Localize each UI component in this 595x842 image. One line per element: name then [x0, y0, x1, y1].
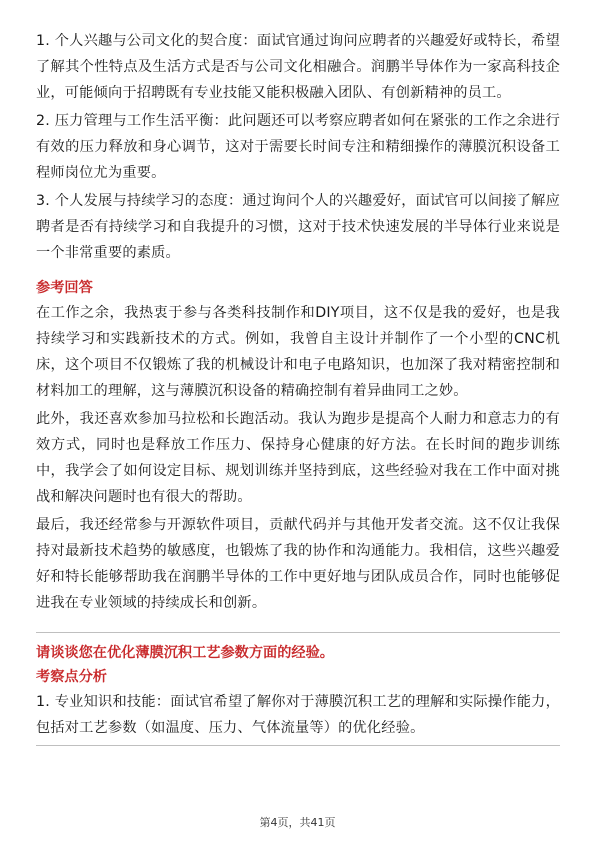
document-page	[36, 28, 560, 746]
section-divider	[36, 632, 560, 633]
page-number-footer: 第4页，共41页	[259, 816, 336, 829]
analysis-heading: 考察点分析	[36, 669, 107, 685]
reference-paragraph-2: 此外，我还喜欢参加马拉松和长跑活动。我认为跑步是提高个人耐力和意志力的有效方式，同时也是释放工作压力、保持身心健康的好方法。在长时间的跑步训练中，我学会了如何设定目标、规划训练并坚持到底，这些经验对我在工作中面对挑战和解决问题时也有很大的帮助。	[36, 411, 560, 505]
analysis-point-1: 1. 个人兴趣与公司文化的契合度：面试官通过询问应聘者的兴趣爱好或特长，希望了解其个性特点及生活方式是否与公司文化相融合。润鹏半导体作为一家高科技企业，可能倾向于招聘既有专业技能又能积极融入团队、有创新精神的员工。	[36, 33, 560, 101]
analysis-point-3: 3. 个人发展与持续学习的态度：通过询问个人的兴趣爱好，面试官可以间接了解应聘者是否有持续学习和自我提升的习惯，这对于技术快速发展的半导体行业来说是一个非常重要的素质。	[36, 193, 560, 261]
analysis-point-2: 2. 压力管理与工作生活平衡：此问题还可以考察应聘者如何在紧张的工作之余进行有效的压力释放和身心调节，这对于需要长时间专注和精细操作的薄膜沉积设备工程师岗位尤为重要。	[36, 113, 560, 181]
reference-paragraph-1: 在工作之余，我热衷于参与各类科技制作和DIY项目，这不仅是我的爱好，也是我持续学习和实践新技术的方式。例如，我曾自主设计并制作了一个小型的CNC机床，这个项目不仅锻炼了我的机械设计和电子电路知识，也加深了我对精密控制和材料加工的理解，这与薄膜沉积设备的精确控制有着异曲同工之妙。	[36, 305, 560, 399]
next-analysis-point-1: 1. 专业知识和技能：面试官希望了解你对于薄膜沉积工艺的理解和实际操作能力，包括对工艺参数（如温度、压力、气体流量等）的优化经验。	[36, 694, 560, 736]
footer-divider	[36, 745, 560, 746]
next-question: 请谈谈您在优化薄膜沉积工艺参数方面的经验。	[36, 645, 334, 661]
reference-answer-heading: 参考回答	[36, 280, 93, 296]
reference-paragraph-3: 最后，我还经常参与开源软件项目，贡献代码并与其他开发者交流。这不仅让我保持对最新技术趋势的敏感度，也锻炼了我的协作和沟通能力。我相信，这些兴趣爱好和特长能够帮助我在润鹏半导体的工作中更好地与团队成员合作，同时也能够促进我在专业领域的持续成长和创新。	[36, 517, 560, 611]
